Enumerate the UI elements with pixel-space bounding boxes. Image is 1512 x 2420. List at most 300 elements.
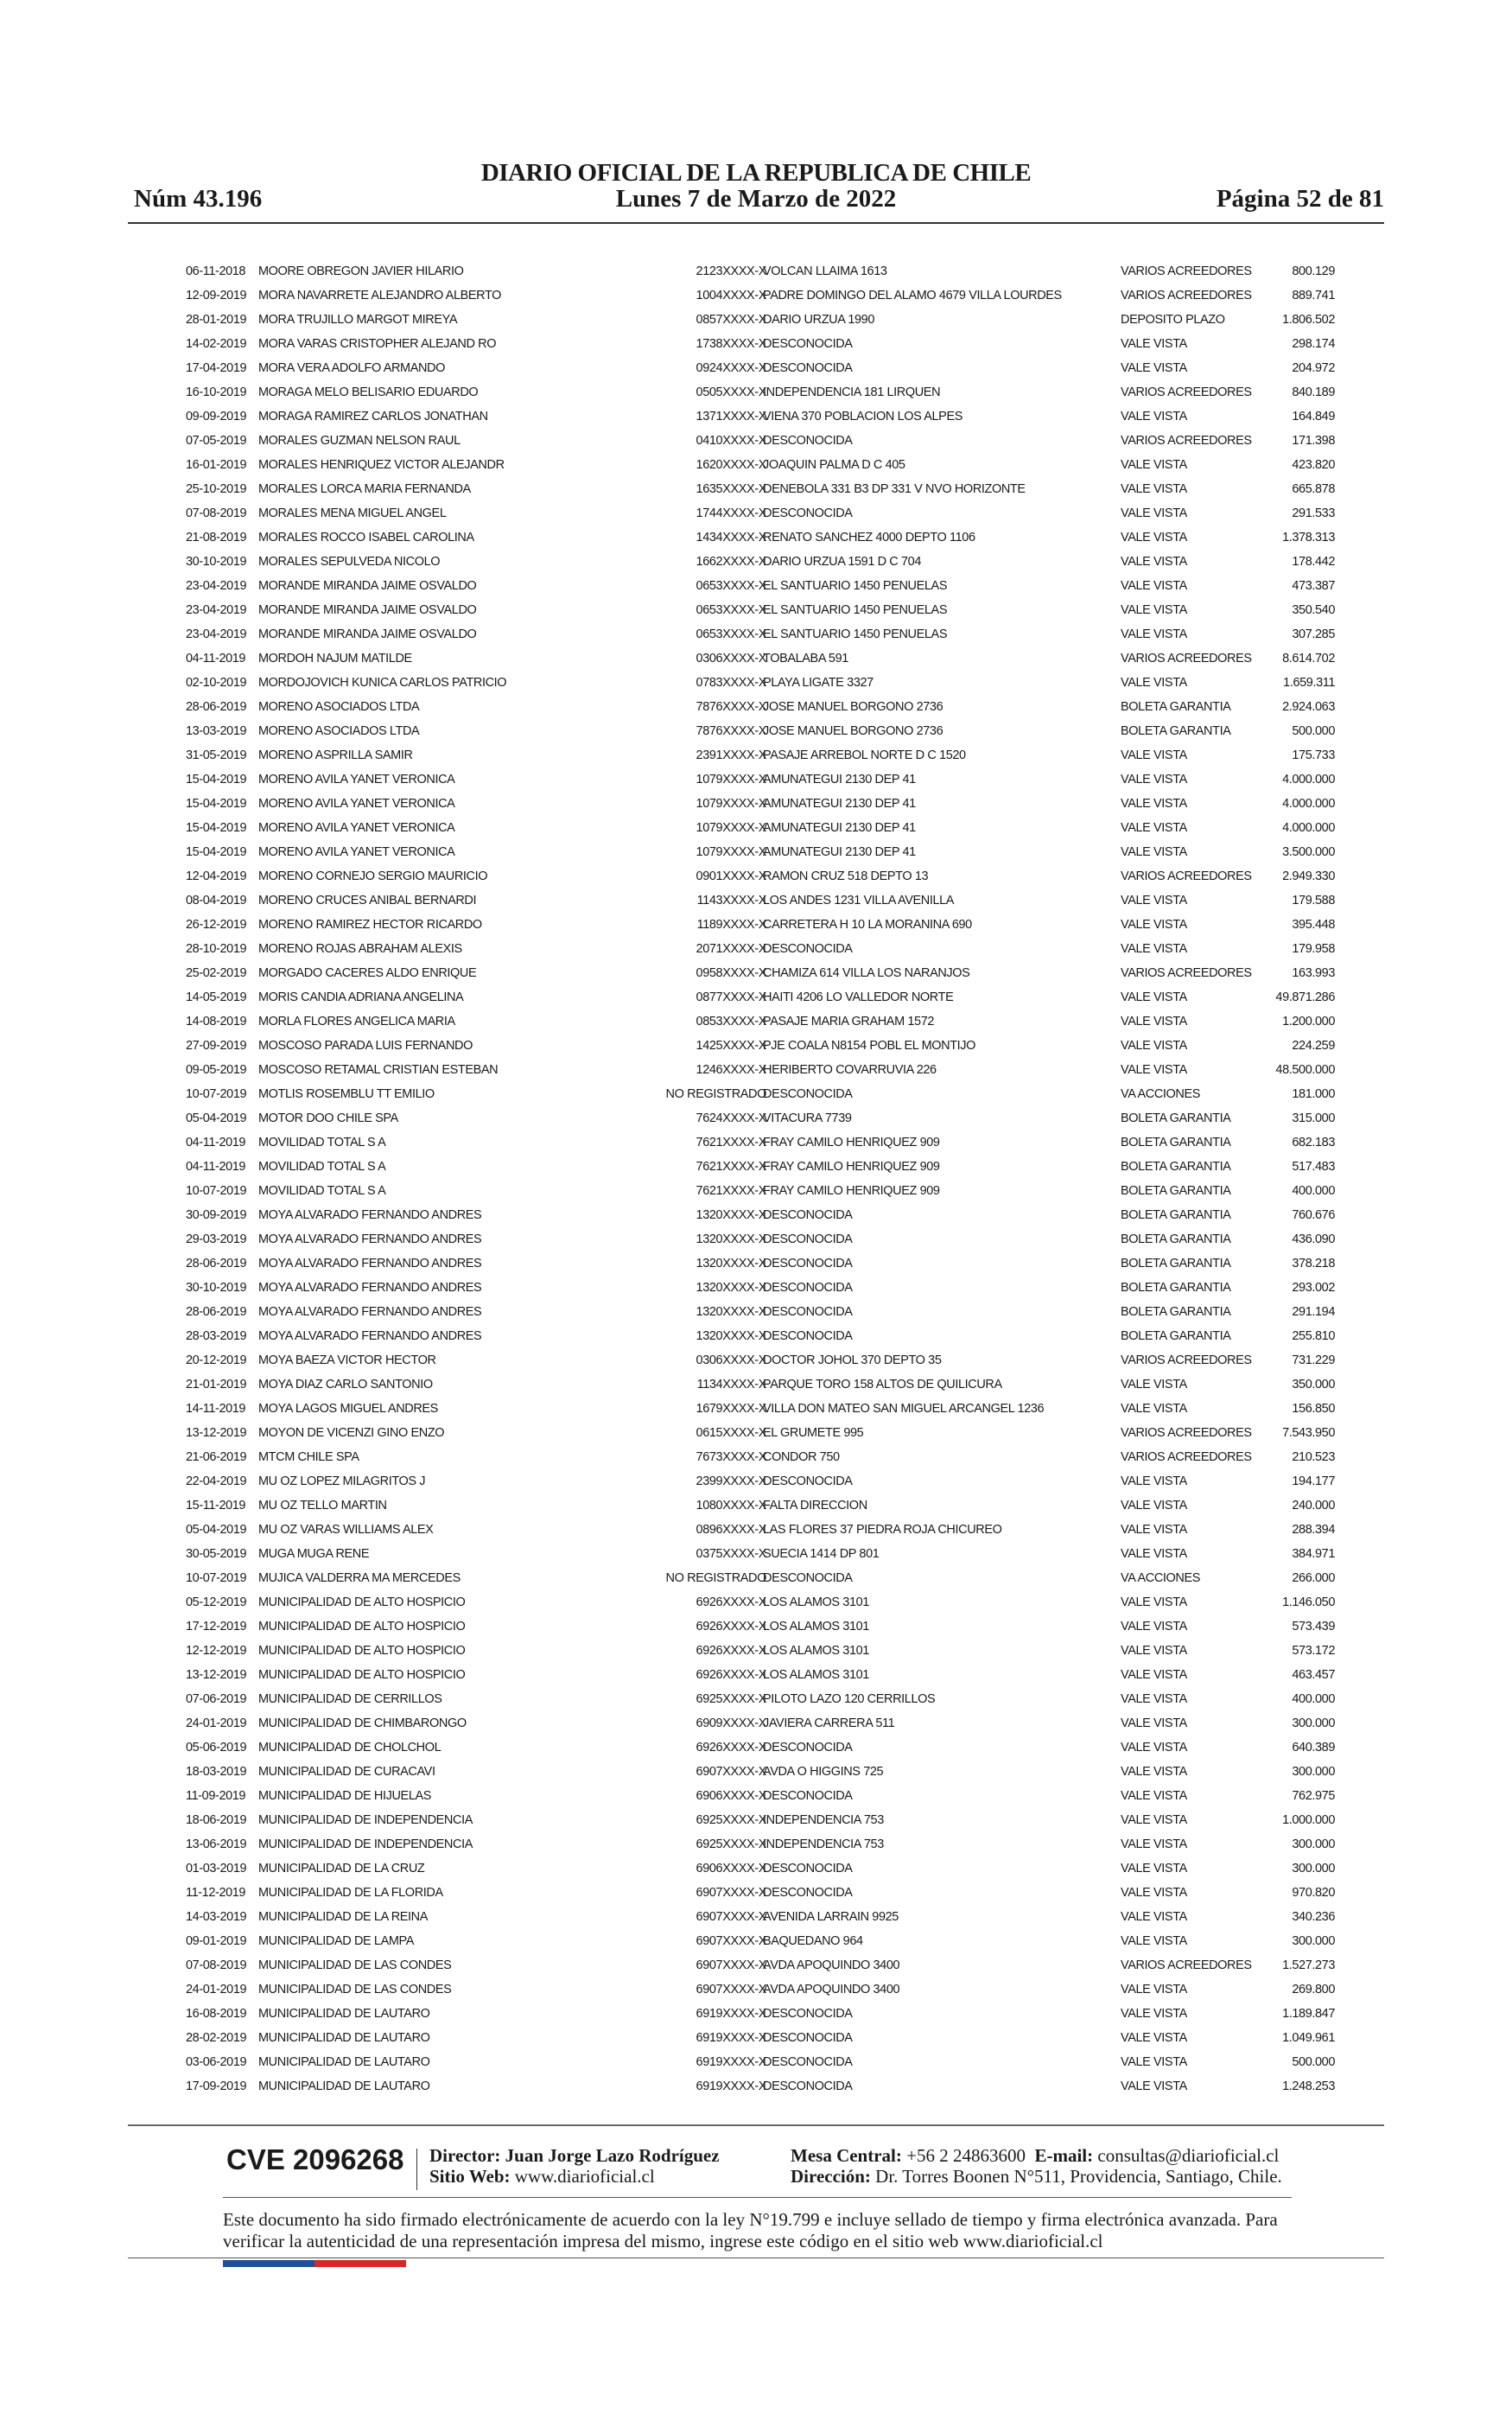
- type-cell: VALE VISTA: [1121, 1862, 1187, 1876]
- rut-cell: 1004XXXX-X: [696, 289, 766, 302]
- rut-cell: 1679XXXX-X: [696, 1402, 766, 1416]
- name-cell: MOTLIS ROSEMBLU TT EMILIO: [258, 1087, 435, 1101]
- date-cell: 24-01-2019: [186, 1983, 247, 1996]
- type-cell: VALE VISTA: [1121, 1668, 1187, 1682]
- type-cell: VALE VISTA: [1121, 555, 1187, 569]
- amount-cell: 210.523: [1292, 1450, 1335, 1464]
- name-cell: MOVILIDAD TOTAL S A: [258, 1136, 386, 1150]
- amount-cell: 178.442: [1292, 555, 1335, 569]
- name-cell: MORA VARAS CRISTOPHER ALEJAND RO: [258, 337, 497, 351]
- date-cell: 15-04-2019: [186, 821, 247, 835]
- type-cell: VALE VISTA: [1121, 361, 1187, 375]
- rut-cell: 0924XXXX-X: [696, 361, 766, 375]
- amount-cell: 400.000: [1292, 1184, 1335, 1198]
- amount-cell: 2.924.063: [1282, 700, 1335, 714]
- amount-cell: 473.387: [1292, 579, 1335, 593]
- name-cell: MUJICA VALDERRA MA MERCEDES: [258, 1571, 461, 1585]
- address-cell: RAMON CRUZ 518 DEPTO 13: [763, 869, 929, 883]
- rut-cell: 6907XXXX-X: [696, 1958, 766, 1972]
- address-cell: AVENIDA LARRAIN 9925: [763, 1910, 899, 1924]
- address-cell: EL GRUMETE 995: [763, 1426, 864, 1440]
- type-cell: VALE VISTA: [1121, 337, 1187, 351]
- rut-cell: 1635XXXX-X: [696, 482, 766, 496]
- name-cell: MUNICIPALIDAD DE CURACAVI: [258, 1765, 435, 1779]
- name-cell: MOYA ALVARADO FERNANDO ANDRES: [258, 1329, 482, 1343]
- table-row: [186, 2026, 1335, 2050]
- amount-cell: 1.527.273: [1282, 1958, 1335, 1972]
- amount-cell: 3.500.000: [1282, 845, 1335, 859]
- name-cell: MUNICIPALIDAD DE ALTO HOSPICIO: [258, 1620, 466, 1634]
- name-cell: MOYA ALVARADO FERNANDO ANDRES: [258, 1257, 482, 1270]
- name-cell: MORALES GUZMAN NELSON RAUL: [258, 434, 461, 448]
- address-cell: HERIBERTO COVARRUVIA 226: [763, 1063, 937, 1077]
- date-cell: 10-07-2019: [186, 1571, 247, 1585]
- date-cell: 07-05-2019: [186, 434, 247, 448]
- table-row: [186, 840, 1335, 864]
- address-cell: DESCONOCIDA: [763, 1281, 853, 1295]
- rut-cell: 6906XXXX-X: [696, 1789, 766, 1803]
- rut-cell: 0783XXXX-X: [696, 676, 766, 690]
- amount-cell: 240.000: [1292, 1499, 1335, 1512]
- table-row: [186, 743, 1335, 767]
- table-row: [186, 574, 1335, 598]
- footer-divider-top: [128, 2124, 1384, 2126]
- table-row: [186, 1348, 1335, 1372]
- website-label: Sitio Web:: [429, 2166, 511, 2187]
- address-cell: FALTA DIRECCION: [763, 1499, 867, 1512]
- date-cell: 15-04-2019: [186, 773, 247, 786]
- amount-cell: 350.000: [1292, 1378, 1335, 1392]
- date-cell: 07-08-2019: [186, 1958, 247, 1972]
- rut-cell: 7876XXXX-X: [696, 724, 766, 738]
- table-row: [186, 767, 1335, 792]
- amount-cell: 1.659.311: [1283, 676, 1335, 690]
- amount-cell: 640.389: [1292, 1741, 1335, 1754]
- date-cell: 09-01-2019: [186, 1934, 247, 1948]
- website-link[interactable]: www.diarioficial.cl: [514, 2166, 655, 2187]
- table-row: [186, 913, 1335, 937]
- table-row: [186, 1469, 1335, 1493]
- date-cell: 18-03-2019: [186, 1765, 247, 1779]
- date-cell: 12-04-2019: [186, 869, 247, 883]
- publication-title: DIARIO OFICIAL DE LA REPUBLICA DE CHILE: [480, 159, 1032, 187]
- type-cell: VALE VISTA: [1121, 1620, 1187, 1634]
- address-cell: AMUNATEGUI 2130 DEP 41: [763, 845, 916, 859]
- date-cell: 29-03-2019: [186, 1232, 247, 1246]
- date-cell: 01-03-2019: [186, 1862, 247, 1876]
- brand-stripe-red: [314, 2260, 406, 2267]
- amount-cell: 4.000.000: [1282, 821, 1335, 835]
- amount-cell: 224.259: [1292, 1039, 1335, 1053]
- name-cell: MUNICIPALIDAD DE LA REINA: [258, 1910, 429, 1924]
- amount-cell: 2.949.330: [1282, 869, 1335, 883]
- type-cell: VARIOS ACREEDORES: [1121, 869, 1252, 883]
- address-cell: EL SANTUARIO 1450 PENUELAS: [763, 579, 948, 593]
- address-cell: INDEPENDENCIA 753: [763, 1813, 884, 1827]
- name-cell: MTCM CHILE SPA: [258, 1450, 359, 1464]
- type-cell: VALE VISTA: [1121, 2055, 1187, 2069]
- type-cell: BOLETA GARANTIA: [1121, 1329, 1231, 1343]
- table-row: [186, 1735, 1335, 1760]
- amount-cell: 300.000: [1292, 1934, 1335, 1948]
- amount-cell: 49.871.286: [1275, 990, 1335, 1004]
- address-cell: AVDA APOQUINDO 3400: [763, 1983, 900, 1996]
- rut-cell: 6907XXXX-X: [696, 1983, 766, 1996]
- rut-cell: 6926XXXX-X: [696, 1595, 766, 1609]
- address-cell: CONDOR 750: [763, 1450, 840, 1464]
- rut-cell: NO REGISTRADO: [665, 1087, 766, 1101]
- table-row: [186, 1590, 1335, 1614]
- rut-cell: 6919XXXX-X: [696, 2079, 766, 2093]
- address-cell: CHAMIZA 614 VILLA LOS NARANJOS: [763, 966, 970, 980]
- rut-cell: 0306XXXX-X: [696, 1353, 766, 1367]
- name-cell: MORENO CRUCES ANIBAL BERNARDI: [258, 894, 477, 908]
- amount-cell: 255.810: [1292, 1329, 1335, 1343]
- address-cell: DESCONOCIDA: [763, 1305, 853, 1319]
- rut-cell: 1079XXXX-X: [696, 773, 766, 786]
- date-cell: 21-01-2019: [186, 1378, 247, 1392]
- type-cell: BOLETA GARANTIA: [1121, 724, 1231, 738]
- name-cell: MOYA ALVARADO FERNANDO ANDRES: [258, 1305, 482, 1319]
- date-cell: 21-08-2019: [186, 531, 247, 544]
- type-cell: VALE VISTA: [1121, 1523, 1187, 1537]
- address-cell: PLAYA LIGATE 3327: [763, 676, 874, 690]
- date-cell: 04-11-2019: [186, 1160, 246, 1174]
- footer-divider-middle: [223, 2197, 1292, 2198]
- address-cell: DESCONOCIDA: [763, 942, 853, 956]
- rut-cell: 0410XXXX-X: [696, 434, 766, 448]
- name-cell: MORANDE MIRANDA JAIME OSVALDO: [258, 603, 477, 617]
- amount-cell: 340.236: [1292, 1910, 1335, 1924]
- type-cell: VARIOS ACREEDORES: [1121, 385, 1252, 399]
- amount-cell: 1.189.847: [1282, 2007, 1335, 2021]
- footer-vertical-divider: [416, 2149, 417, 2190]
- date-cell: 11-09-2019: [186, 1789, 246, 1803]
- rut-cell: 6909XXXX-X: [696, 1716, 766, 1730]
- rut-cell: 1134XXXX-X: [696, 1378, 766, 1392]
- table-row: [186, 1179, 1335, 1203]
- amount-cell: 395.448: [1292, 918, 1335, 932]
- address-line: [791, 2166, 1282, 2188]
- rut-cell: 6925XXXX-X: [696, 1692, 766, 1706]
- type-cell: VALE VISTA: [1121, 748, 1187, 762]
- type-cell: VARIOS ACREEDORES: [1121, 652, 1252, 666]
- type-cell: VALE VISTA: [1121, 458, 1187, 472]
- date-cell: 22-04-2019: [186, 1474, 247, 1488]
- table-row: [186, 1058, 1335, 1082]
- amount-cell: 164.849: [1292, 410, 1335, 424]
- address-cell: VITACURA 7739: [763, 1111, 852, 1125]
- table-row: [186, 1566, 1335, 1590]
- table-row: [186, 525, 1335, 550]
- rut-cell: 0857XXXX-X: [696, 313, 766, 327]
- rut-cell: 7621XXXX-X: [696, 1184, 766, 1198]
- table-row: [186, 598, 1335, 622]
- type-cell: VALE VISTA: [1121, 2031, 1187, 2045]
- date-cell: 13-12-2019: [186, 1426, 247, 1440]
- address-cell: LAS FLORES 37 PIEDRA ROJA CHICUREO: [763, 1523, 1002, 1537]
- table-row: [186, 1784, 1335, 1808]
- type-cell: VALE VISTA: [1121, 1015, 1187, 1028]
- table-row: [186, 259, 1335, 283]
- amount-cell: 163.993: [1292, 966, 1335, 980]
- type-cell: VALE VISTA: [1121, 1716, 1187, 1730]
- date-cell: 16-10-2019: [186, 385, 247, 399]
- date-cell: 04-11-2019: [186, 652, 246, 666]
- date-cell: 23-04-2019: [186, 627, 247, 641]
- address-cell: LOS ALAMOS 3101: [763, 1595, 869, 1609]
- address-cell: DESCONOCIDA: [763, 1741, 853, 1754]
- mesa-phone: +56 2 24863600: [906, 2145, 1026, 2166]
- amount-cell: 4.000.000: [1282, 797, 1335, 811]
- records-table: [186, 259, 1335, 2098]
- type-cell: VALE VISTA: [1121, 773, 1187, 786]
- rut-cell: 7621XXXX-X: [696, 1160, 766, 1174]
- name-cell: MUNICIPALIDAD DE LAUTARO: [258, 2007, 430, 2021]
- amount-cell: 350.540: [1292, 603, 1335, 617]
- name-cell: MORALES ROCCO ISABEL CAROLINA: [258, 531, 474, 544]
- type-cell: BOLETA GARANTIA: [1121, 1136, 1231, 1150]
- date-cell: 14-08-2019: [186, 1015, 247, 1028]
- name-cell: MUNICIPALIDAD DE LAMPA: [258, 1934, 415, 1948]
- date-cell: 28-01-2019: [186, 313, 247, 327]
- name-cell: MOYA DIAZ CARLO SANTONIO: [258, 1378, 433, 1392]
- date-cell: 30-09-2019: [186, 1208, 247, 1222]
- rut-cell: 1079XXXX-X: [696, 845, 766, 859]
- type-cell: VALE VISTA: [1121, 1813, 1187, 1827]
- address-cell: HAITI 4206 LO VALLEDOR NORTE: [763, 990, 954, 1004]
- type-cell: VALE VISTA: [1121, 531, 1187, 544]
- table-row: [186, 1663, 1335, 1687]
- name-cell: MORENO ASOCIADOS LTDA: [258, 724, 420, 738]
- amount-cell: 500.000: [1292, 724, 1335, 738]
- address-cell: PADRE DOMINGO DEL ALAMO 4679 VILLA LOURDES: [763, 289, 1062, 302]
- type-cell: VALE VISTA: [1121, 1474, 1187, 1488]
- rut-cell: 7673XXXX-X: [696, 1450, 766, 1464]
- date-cell: 13-03-2019: [186, 724, 247, 738]
- type-cell: VALE VISTA: [1121, 942, 1187, 956]
- name-cell: MORIS CANDIA ADRIANA ANGELINA: [258, 990, 464, 1004]
- rut-cell: 0615XXXX-X: [696, 1426, 766, 1440]
- table-row: [186, 1905, 1335, 1929]
- type-cell: VARIOS ACREEDORES: [1121, 264, 1252, 278]
- rut-cell: 6926XXXX-X: [696, 1741, 766, 1754]
- table-row: [186, 1856, 1335, 1881]
- name-cell: MORENO CORNEJO SERGIO MAURICIO: [258, 869, 488, 883]
- rut-cell: 6919XXXX-X: [696, 2007, 766, 2021]
- legal-notice: Este documento ha sido firmado electrónicamente de acuerdo con la ley N°19.799 e incluye sellado de tiempo y firma electrónica avanzada. Para verificar la autenticidad de una representación impresa del mismo, ingrese este código en el sitio web www.diarioficial.cl: [223, 2209, 1278, 2251]
- date-cell: 28-10-2019: [186, 942, 247, 956]
- table-row: [186, 792, 1335, 816]
- date-cell: 18-06-2019: [186, 1813, 247, 1827]
- amount-cell: 384.971: [1292, 1547, 1335, 1561]
- name-cell: MUNICIPALIDAD DE LAUTARO: [258, 2055, 430, 2069]
- email-link[interactable]: consultas@diarioficial.cl: [1097, 2145, 1280, 2166]
- address-cell: AMUNATEGUI 2130 DEP 41: [763, 773, 916, 786]
- address-cell: DENEBOLA 331 B3 DP 331 V NVO HORIZONTE: [763, 482, 1026, 496]
- amount-cell: 300.000: [1292, 1716, 1335, 1730]
- name-cell: MORENO AVILA YANET VERONICA: [258, 845, 455, 859]
- name-cell: MUNICIPALIDAD DE LAUTARO: [258, 2031, 430, 2045]
- rut-cell: 2071XXXX-X: [696, 942, 766, 956]
- type-cell: VALE VISTA: [1121, 1837, 1187, 1851]
- rut-cell: 7876XXXX-X: [696, 700, 766, 714]
- type-cell: VARIOS ACREEDORES: [1121, 434, 1252, 448]
- date-cell: 14-02-2019: [186, 337, 247, 351]
- name-cell: MOORE OBREGON JAVIER HILARIO: [258, 264, 464, 278]
- rut-cell: 0853XXXX-X: [696, 1015, 766, 1028]
- address-cell: PASAJE ARREBOL NORTE D C 1520: [763, 748, 966, 762]
- address-cell: DESCONOCIDA: [763, 506, 853, 520]
- type-cell: VALE VISTA: [1121, 2079, 1187, 2093]
- address-cell: INDEPENDENCIA 181 LIRQUEN: [763, 385, 941, 399]
- table-row: [186, 477, 1335, 501]
- address-cell: DESCONOCIDA: [763, 337, 853, 351]
- name-cell: MORENO ASPRILLA SAMIR: [258, 748, 413, 762]
- rut-cell: 1143XXXX-X: [696, 894, 766, 908]
- name-cell: MORDOJOVICH KUNICA CARLOS PATRICIO: [258, 676, 507, 690]
- amount-cell: 1.200.000: [1282, 1015, 1335, 1028]
- page-header: [0, 0, 1512, 225]
- table-row: [186, 888, 1335, 913]
- name-cell: MOVILIDAD TOTAL S A: [258, 1160, 386, 1174]
- amount-cell: 300.000: [1292, 1765, 1335, 1779]
- rut-cell: 7621XXXX-X: [696, 1136, 766, 1150]
- amount-cell: 291.533: [1292, 506, 1335, 520]
- rut-cell: 1320XXXX-X: [696, 1305, 766, 1319]
- type-cell: BOLETA GARANTIA: [1121, 1257, 1231, 1270]
- date-cell: 13-06-2019: [186, 1837, 247, 1851]
- date-cell: 24-01-2019: [186, 1716, 247, 1730]
- amount-cell: 288.394: [1292, 1523, 1335, 1537]
- name-cell: MORENO AVILA YANET VERONICA: [258, 797, 455, 811]
- amount-cell: 573.439: [1292, 1620, 1335, 1634]
- type-cell: VARIOS ACREEDORES: [1121, 1450, 1252, 1464]
- type-cell: VALE VISTA: [1121, 1692, 1187, 1706]
- address-cell: DESCONOCIDA: [763, 361, 853, 375]
- name-cell: MUNICIPALIDAD DE CERRILLOS: [258, 1692, 442, 1706]
- date-cell: 10-07-2019: [186, 1184, 247, 1198]
- date-cell: 11-12-2019: [186, 1886, 246, 1900]
- date-cell: 05-04-2019: [186, 1523, 247, 1537]
- table-row: [186, 1493, 1335, 1518]
- address-cell: SUECIA 1414 DP 801: [763, 1547, 880, 1561]
- rut-cell: 0653XXXX-X: [696, 603, 766, 617]
- date-cell: 07-08-2019: [186, 506, 247, 520]
- type-cell: VARIOS ACREEDORES: [1121, 966, 1252, 980]
- address-cell: DOCTOR JOHOL 370 DEPTO 35: [763, 1353, 942, 1367]
- type-cell: VALE VISTA: [1121, 797, 1187, 811]
- name-cell: MOYA ALVARADO FERNANDO ANDRES: [258, 1232, 482, 1246]
- amount-cell: 269.800: [1292, 1983, 1335, 1996]
- amount-cell: 300.000: [1292, 1837, 1335, 1851]
- type-cell: VALE VISTA: [1121, 1983, 1187, 1996]
- date-cell: 28-03-2019: [186, 1329, 247, 1343]
- type-cell: VALE VISTA: [1121, 676, 1187, 690]
- name-cell: MUNICIPALIDAD DE HIJUELAS: [258, 1789, 432, 1803]
- name-cell: MORALES HENRIQUEZ VICTOR ALEJANDR: [258, 458, 505, 472]
- rut-cell: 1662XXXX-X: [696, 555, 766, 569]
- date-cell: 05-12-2019: [186, 1595, 247, 1609]
- address-cell: DESCONOCIDA: [763, 1571, 853, 1585]
- type-cell: VALE VISTA: [1121, 1741, 1187, 1754]
- table-row: [186, 1977, 1335, 2002]
- type-cell: VALE VISTA: [1121, 1402, 1187, 1416]
- name-cell: MOYON DE VICENZI GINO ENZO: [258, 1426, 445, 1440]
- address-cell: DESCONOCIDA: [763, 1886, 853, 1900]
- date-cell: 17-12-2019: [186, 1620, 247, 1634]
- date-cell: 15-11-2019: [186, 1499, 246, 1512]
- rut-cell: 2399XXXX-X: [696, 1474, 766, 1488]
- date-cell: 02-10-2019: [186, 676, 247, 690]
- amount-cell: 463.457: [1292, 1668, 1335, 1682]
- type-cell: VALE VISTA: [1121, 2007, 1187, 2021]
- date-cell: 03-06-2019: [186, 2055, 247, 2069]
- rut-cell: 1079XXXX-X: [696, 821, 766, 835]
- address-cell: AVDA APOQUINDO 3400: [763, 1958, 900, 1972]
- type-cell: VALE VISTA: [1121, 894, 1187, 908]
- name-cell: MORAGA MELO BELISARIO EDUARDO: [258, 385, 479, 399]
- rut-cell: 1425XXXX-X: [696, 1039, 766, 1053]
- table-row: [186, 961, 1335, 985]
- rut-cell: 6907XXXX-X: [696, 1910, 766, 1924]
- rut-cell: 2391XXXX-X: [696, 748, 766, 762]
- amount-cell: 800.129: [1292, 264, 1335, 278]
- date-cell: 07-06-2019: [186, 1692, 247, 1706]
- type-cell: VALE VISTA: [1121, 482, 1187, 496]
- address-cell: DESCONOCIDA: [763, 2055, 853, 2069]
- name-cell: MUNICIPALIDAD DE LA CRUZ: [258, 1862, 425, 1876]
- name-cell: MUNICIPALIDAD DE LAS CONDES: [258, 1983, 452, 1996]
- table-row: [186, 283, 1335, 308]
- rut-cell: 0901XXXX-X: [696, 869, 766, 883]
- contact-line: [791, 2145, 1279, 2167]
- name-cell: MUNICIPALIDAD DE ALTO HOSPICIO: [258, 1668, 466, 1682]
- amount-cell: 573.172: [1292, 1644, 1335, 1658]
- type-cell: VALE VISTA: [1121, 627, 1187, 641]
- rut-cell: 1320XXXX-X: [696, 1281, 766, 1295]
- table-row: [186, 1518, 1335, 1542]
- name-cell: MORENO RAMIREZ HECTOR RICARDO: [258, 918, 482, 932]
- table-row: [186, 1251, 1335, 1276]
- date-cell: 10-07-2019: [186, 1087, 247, 1101]
- issue-date: Lunes 7 de Marzo de 2022: [615, 185, 897, 213]
- date-cell: 05-04-2019: [186, 1111, 247, 1125]
- name-cell: MORENO ASOCIADOS LTDA: [258, 700, 420, 714]
- address-cell: DESCONOCIDA: [763, 1789, 853, 1803]
- rut-cell: 6925XXXX-X: [696, 1813, 766, 1827]
- rut-cell: 0877XXXX-X: [696, 990, 766, 1004]
- date-cell: 04-11-2019: [186, 1136, 246, 1150]
- amount-cell: 291.194: [1292, 1305, 1335, 1319]
- type-cell: BOLETA GARANTIA: [1121, 1281, 1231, 1295]
- director-line: [429, 2145, 720, 2167]
- amount-cell: 423.820: [1292, 458, 1335, 472]
- type-cell: VARIOS ACREEDORES: [1121, 1958, 1252, 1972]
- table-row: [186, 937, 1335, 961]
- address-cell: PJE COALA N8154 POBL EL MONTIJO: [763, 1039, 976, 1053]
- table-row: [186, 356, 1335, 380]
- name-cell: MU OZ LOPEZ MILAGRITOS J: [258, 1474, 426, 1488]
- rut-cell: 6926XXXX-X: [696, 1644, 766, 1658]
- amount-cell: 436.090: [1292, 1232, 1335, 1246]
- table-row: [186, 1760, 1335, 1784]
- amount-cell: 731.229: [1292, 1353, 1335, 1367]
- type-cell: VALE VISTA: [1121, 918, 1187, 932]
- amount-cell: 179.958: [1292, 942, 1335, 956]
- name-cell: MOYA LAGOS MIGUEL ANDRES: [258, 1402, 438, 1416]
- type-cell: VALE VISTA: [1121, 1934, 1187, 1948]
